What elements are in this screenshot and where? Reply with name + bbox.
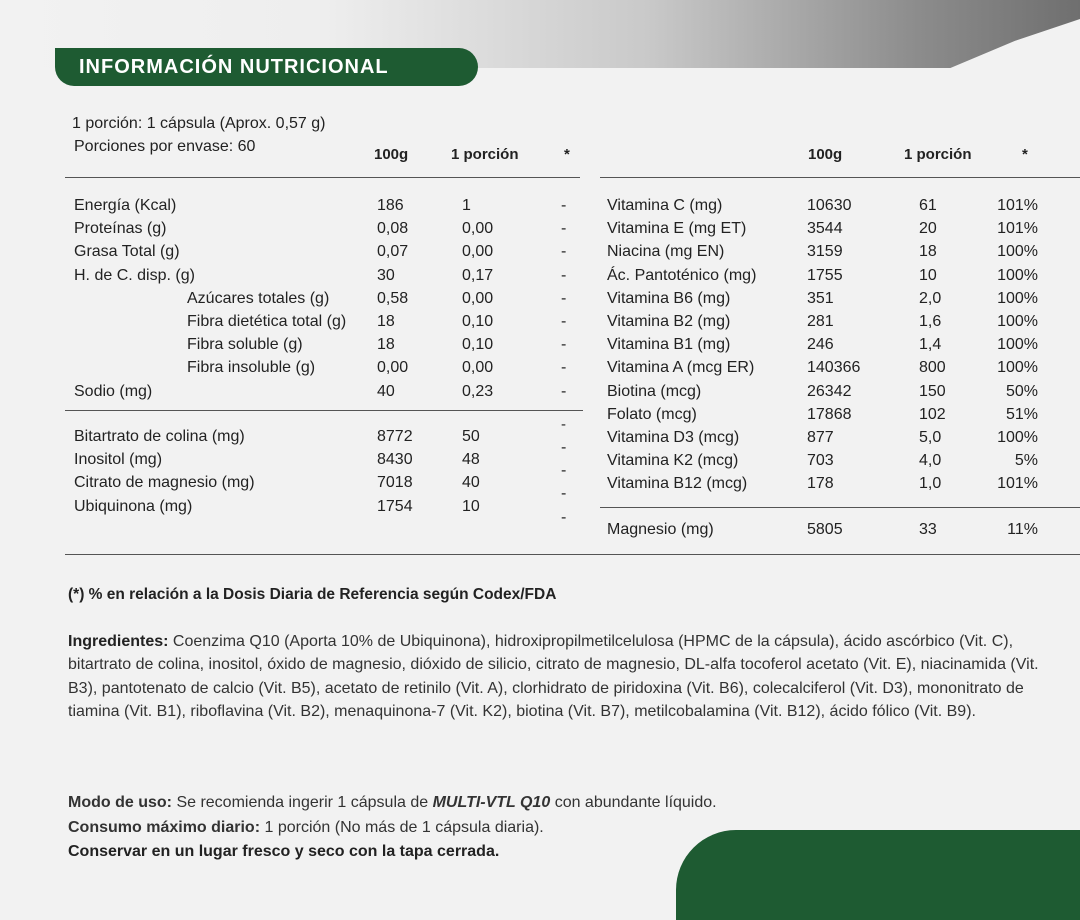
col-header-star-left: * <box>564 146 570 163</box>
nutrient-label: Vitamina E (mg ET) <box>607 220 747 238</box>
usage-text-before: Se recomienda ingerir 1 cápsula de <box>176 794 429 811</box>
value-portion: 61 <box>919 197 937 214</box>
value-portion: 10 <box>462 497 480 515</box>
nutrient-label: Vitamina B6 (mg) <box>607 289 731 307</box>
nutrient-label: Vitamina D3 (mcg) <box>607 429 740 446</box>
value-100g: 8430 <box>377 451 413 469</box>
value-100g: 186 <box>377 197 404 214</box>
value-100g: 1755 <box>807 266 843 284</box>
value-daily-pct: 100% <box>997 266 1038 284</box>
ingredients-paragraph <box>68 630 1058 724</box>
value-portion: 20 <box>919 220 937 238</box>
nutrient-label: Azúcares totales (g) <box>187 289 330 307</box>
value-daily-pct: - <box>561 266 567 284</box>
value-daily-pct: 100% <box>997 313 1038 330</box>
ingredients-label: Ingredientes: <box>68 633 169 650</box>
nutrient-label: Vitamina B12 (mcg) <box>607 475 748 493</box>
value-portion: 0,00 <box>462 243 494 261</box>
value-100g: 10630 <box>807 197 852 214</box>
nutrient-label: Ác. Pantoténico (mg) <box>607 266 757 284</box>
nutrient-label: Citrato de magnesio (mg) <box>74 474 255 492</box>
nutrient-label: Magnesio (mg) <box>607 521 714 538</box>
divider-right-mid <box>600 507 1080 508</box>
value-portion: 0,00 <box>462 359 494 377</box>
value-portion: 18 <box>919 243 937 261</box>
value-daily-pct: - <box>561 485 567 503</box>
value-100g: 0,58 <box>377 289 409 307</box>
usage-line <box>68 793 717 813</box>
nutrient-label: Vitamina B1 (mg) <box>607 336 731 354</box>
col-header-portion-right: 1 porción <box>904 146 972 163</box>
nutrient-label: Folato (mcg) <box>607 405 697 423</box>
value-100g: 3544 <box>807 220 843 238</box>
value-portion: 0,10 <box>462 313 494 330</box>
storage-instructions: Conservar en un lugar fresco y seco con la tapa cerrada. <box>68 843 500 860</box>
max-consumption-text: 1 porción (No más de 1 cápsula diaria). <box>264 819 544 836</box>
nutrient-label: Fibra insoluble (g) <box>187 359 316 377</box>
nutrient-label: Vitamina K2 (mcg) <box>607 452 739 470</box>
divider-bottom <box>65 554 1080 555</box>
serving-size: 1 porción: 1 cápsula (Aprox. 0,57 g) <box>72 115 326 132</box>
divider-left-mid <box>65 410 583 411</box>
value-100g: 26342 <box>807 382 852 400</box>
value-100g: 140366 <box>807 359 861 377</box>
value-100g: 0,08 <box>377 220 409 238</box>
max-consumption-line <box>68 818 544 838</box>
value-daily-pct: - <box>561 462 567 480</box>
nutrient-label: Niacina (mg EN) <box>607 243 725 261</box>
value-portion: 5,0 <box>919 429 942 446</box>
value-100g: 281 <box>807 313 834 330</box>
value-100g: 0,07 <box>377 243 409 261</box>
value-daily-pct: 100% <box>997 429 1038 446</box>
value-portion: 0,10 <box>462 336 494 354</box>
value-100g: 5805 <box>807 521 843 538</box>
decorative-footer-shape <box>676 830 1080 920</box>
nutrient-label: H. de C. disp. (g) <box>74 266 195 284</box>
value-portion: 0,00 <box>462 289 494 307</box>
value-daily-pct: 100% <box>997 336 1038 354</box>
value-100g: 877 <box>807 429 834 446</box>
divider-right-top <box>600 177 1080 178</box>
value-daily-pct: - <box>561 289 567 307</box>
extra-dash: - <box>561 416 566 433</box>
value-100g: 17868 <box>807 405 852 423</box>
value-daily-pct: - <box>561 220 567 238</box>
value-daily-pct: 51% <box>1005 405 1038 423</box>
value-daily-pct: 100% <box>997 243 1038 261</box>
value-daily-pct: - <box>561 336 567 354</box>
col-header-star-right: * <box>1022 146 1028 163</box>
nutrient-label: Biotina (mcg) <box>607 382 702 400</box>
value-portion: 50 <box>462 428 480 445</box>
nutrient-label: Bitartrato de colina (mg) <box>74 428 245 445</box>
value-portion: 102 <box>919 405 946 423</box>
divider-left-top <box>65 177 580 178</box>
value-daily-pct: - <box>561 243 567 261</box>
value-portion: 2,0 <box>919 289 942 307</box>
ingredients-text: Coenzima Q10 (Aporta 10% de Ubiquinona), hidroxipropilmetilcelulosa (HPMC de la cápsula), ácido ascórbico (Vit. C), bitartrato de colina, inositol, óxido de magnesio, dióxido de silicio, citrato de magnesio, DL-alfa tocoferol acetato (Vit. E), niacinamida (Vit. B3), pantotenato de calcio (Vit. B5), acetato de retinilo (Vit. A), clorhidrato de piridoxina (Vit. B6), colecalciferol (Vit. D3), mononitrato de tiamina (Vit. B1), riboflavina (Vit. B2), menaquinona-7 (Vit. K2), biotina (Vit. B7), metilcobalamina (Vit. B12), ácido fólico (Vit. B9). <box>68 633 1039 721</box>
section-title: INFORMACIÓN NUTRICIONAL <box>55 48 478 86</box>
value-daily-pct: 11% <box>1007 521 1038 538</box>
value-portion: 1 <box>462 197 471 214</box>
value-daily-pct: 101% <box>997 197 1038 214</box>
value-100g: 7018 <box>377 474 413 492</box>
value-100g: 703 <box>807 452 834 470</box>
value-100g: 30 <box>377 266 395 284</box>
value-100g: 1754 <box>377 497 413 515</box>
usage-label: Modo de uso: <box>68 794 172 811</box>
value-100g: 8772 <box>377 428 413 445</box>
value-portion: 4,0 <box>919 452 942 470</box>
nutrient-label: Inositol (mg) <box>74 451 163 469</box>
nutrient-label: Ubiquinona (mg) <box>74 497 193 515</box>
value-100g: 40 <box>377 382 395 400</box>
value-portion: 1,0 <box>919 475 942 493</box>
value-daily-pct: 100% <box>997 289 1038 307</box>
footnote: (*) % en relación a la Dosis Diaria de Referencia según Codex/FDA <box>68 586 557 603</box>
value-100g: 18 <box>377 313 395 330</box>
nutrient-label: Grasa Total (g) <box>74 243 180 261</box>
value-100g: 178 <box>807 475 834 493</box>
nutrient-label: Fibra dietética total (g) <box>187 313 347 330</box>
value-daily-pct: 50% <box>1005 382 1038 400</box>
value-portion: 0,23 <box>462 382 494 400</box>
product-name: MULTI-VTL Q10 <box>432 794 551 811</box>
value-portion: 10 <box>919 266 937 284</box>
value-daily-pct: 100% <box>997 359 1038 377</box>
value-100g: 246 <box>807 336 834 354</box>
value-portion: 1,4 <box>919 336 942 354</box>
max-consumption-label: Consumo máximo diario: <box>68 819 261 836</box>
value-100g: 18 <box>377 336 395 354</box>
value-portion: 33 <box>919 521 937 538</box>
nutrient-label: Energía (Kcal) <box>74 197 177 214</box>
value-daily-pct: - <box>561 197 567 214</box>
value-daily-pct: 101% <box>997 220 1038 238</box>
value-daily-pct: 101% <box>997 475 1038 493</box>
usage-text-after: con abundante líquido. <box>554 794 717 811</box>
value-portion: 0,00 <box>462 220 494 238</box>
value-portion: 1,6 <box>919 313 942 330</box>
nutrient-label: Vitamina B2 (mg) <box>607 313 731 330</box>
col-header-100g-left: 100g <box>374 146 409 163</box>
portions-per-container: Porciones por envase: 60 <box>74 138 256 155</box>
nutrient-label: Vitamina A (mcg ER) <box>607 359 755 377</box>
value-portion: 40 <box>462 474 480 492</box>
value-daily-pct: 5% <box>1014 452 1038 470</box>
value-daily-pct: - <box>561 359 567 377</box>
nutrient-label: Fibra soluble (g) <box>187 336 303 354</box>
value-daily-pct: - <box>561 382 567 400</box>
col-header-portion-left: 1 porción <box>451 146 519 163</box>
nutrient-label: Proteínas (g) <box>74 220 167 238</box>
nutrient-label: Vitamina C (mg) <box>607 197 723 214</box>
value-daily-pct: - <box>561 508 567 526</box>
nutrient-label: Sodio (mg) <box>74 382 153 400</box>
value-portion: 0,17 <box>462 266 494 284</box>
value-portion: 48 <box>462 451 480 469</box>
value-daily-pct: - <box>561 439 567 456</box>
value-daily-pct: - <box>561 313 567 330</box>
value-100g: 0,00 <box>377 359 409 377</box>
value-100g: 351 <box>807 289 834 307</box>
value-100g: 3159 <box>807 243 843 261</box>
value-portion: 150 <box>919 382 946 400</box>
col-header-100g-right: 100g <box>808 146 843 163</box>
value-portion: 800 <box>919 359 946 377</box>
